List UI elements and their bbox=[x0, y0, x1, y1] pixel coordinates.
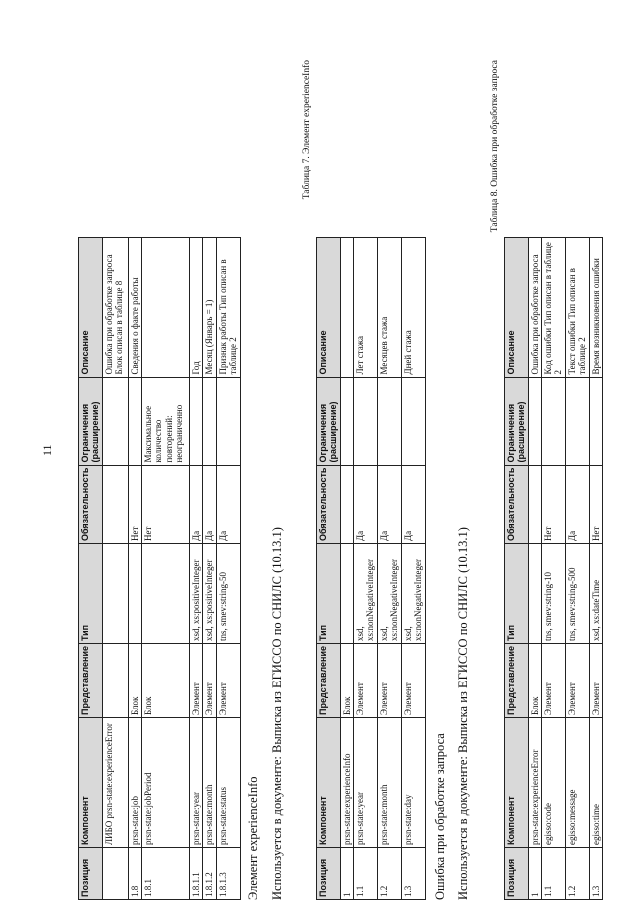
table-6-continuation bbox=[78, 237, 241, 900]
table-cell bbox=[528, 465, 541, 543]
table-row bbox=[203, 237, 216, 899]
table-cell: Да bbox=[402, 465, 426, 543]
table-cell: egisso:message bbox=[566, 718, 590, 848]
table-cell: Год bbox=[190, 237, 203, 377]
table-cell: Нет bbox=[542, 465, 566, 543]
table-cell: prsn-state:experienceError bbox=[528, 718, 541, 848]
table-row bbox=[528, 237, 541, 899]
table-row bbox=[354, 237, 378, 899]
table-cell: prsn-state:status bbox=[216, 718, 240, 848]
table-cell: Дней стажа bbox=[402, 237, 426, 377]
table-cell: prsn-state:year bbox=[354, 718, 378, 848]
table-cell: Да bbox=[190, 465, 203, 543]
table-cell: Блок bbox=[142, 644, 190, 718]
column-header: Позиция bbox=[317, 848, 341, 900]
table-cell: 1.3 bbox=[402, 848, 426, 900]
table-cell: 1 bbox=[528, 848, 541, 900]
column-header: Компонент bbox=[79, 718, 103, 848]
table-cell: 1.3 bbox=[590, 848, 603, 900]
table-cell: 1.8.1.1 bbox=[190, 848, 203, 900]
table-cell: xsd, xs:nonNegativeInteger bbox=[354, 544, 378, 644]
table-cell bbox=[216, 377, 240, 465]
table-cell: Месяц (Январь = 1) bbox=[203, 237, 216, 377]
table-cell bbox=[378, 377, 402, 465]
table-cell bbox=[142, 544, 190, 644]
table-cell bbox=[102, 848, 128, 900]
table-cell: Нет bbox=[590, 465, 603, 543]
table-cell: 1.8 bbox=[128, 848, 141, 900]
table-cell bbox=[542, 377, 566, 465]
table-cell: Элемент bbox=[378, 644, 402, 718]
table-row bbox=[102, 237, 128, 899]
table-cell: Блок bbox=[128, 644, 141, 718]
table-cell: 1 bbox=[340, 848, 353, 900]
column-header: Описание bbox=[317, 237, 341, 377]
table-cell: xsd, xs:positiveInteger bbox=[190, 544, 203, 644]
table-1 bbox=[78, 237, 241, 900]
table-cell: 1.8.1.2 bbox=[203, 848, 216, 900]
header-row bbox=[317, 237, 341, 899]
table-cell: prsn-state:job bbox=[128, 718, 141, 848]
rotated-content bbox=[78, 60, 608, 900]
error-heading: Ошибка при обработке запроса bbox=[433, 733, 447, 900]
table-cell: Нет bbox=[128, 465, 141, 543]
table-cell: prsn-state:year bbox=[190, 718, 203, 848]
table-cell bbox=[102, 644, 128, 718]
column-header: Компонент bbox=[317, 718, 341, 848]
column-header: Тип bbox=[317, 544, 341, 644]
table-cell: Элемент bbox=[354, 644, 378, 718]
table-cell: prsn-state:experienceInfo bbox=[340, 718, 353, 848]
page-number: 11 bbox=[40, 444, 54, 456]
table-row bbox=[190, 237, 203, 899]
table-cell: 1.1 bbox=[354, 848, 378, 900]
element-experienceinfo-heading: Элемент experienceInfo bbox=[246, 776, 260, 900]
table-cell: Сведения о факте работы bbox=[128, 237, 141, 377]
table-row bbox=[378, 237, 402, 899]
table-cell: Ошибка при обработке запроса bbox=[528, 237, 541, 377]
table-cell: Элемент bbox=[190, 644, 203, 718]
table-cell: Элемент bbox=[566, 644, 590, 718]
table-cell: Да bbox=[203, 465, 216, 543]
table-cell: Нет bbox=[142, 465, 190, 543]
table-cell: 1.8.1 bbox=[142, 848, 190, 900]
table-cell: prsn-state:month bbox=[203, 718, 216, 848]
table-cell: Элемент bbox=[203, 644, 216, 718]
table-row bbox=[216, 237, 240, 899]
column-header: Описание bbox=[79, 237, 103, 377]
table-cell bbox=[340, 544, 353, 644]
table-cell: egisso:time bbox=[590, 718, 603, 848]
table-8 bbox=[504, 237, 603, 900]
table-8-caption: Таблица 8. Ошибка при обработке запроса bbox=[490, 60, 500, 233]
table-cell: Месяцев стажа bbox=[378, 237, 402, 377]
table-3 bbox=[504, 237, 603, 900]
table-cell: Да bbox=[378, 465, 402, 543]
column-header: Представление bbox=[505, 644, 529, 718]
table-cell: tns, smev:string-500 bbox=[566, 544, 590, 644]
column-header: Ограничения (расширение) bbox=[505, 377, 529, 465]
table-cell: Элемент bbox=[402, 644, 426, 718]
table-cell: Элемент bbox=[542, 644, 566, 718]
table-cell: prsn-state:jobPeriod bbox=[142, 718, 190, 848]
table-cell: Элемент bbox=[590, 644, 603, 718]
table-7 bbox=[316, 237, 426, 900]
table-cell bbox=[128, 377, 141, 465]
table-cell: Код ошибки Тип описан в таблице 2 bbox=[542, 237, 566, 377]
table-cell: prsn-state:day bbox=[402, 718, 426, 848]
column-header: Представление bbox=[79, 644, 103, 718]
table-cell: ЛИБО prsn-state:experienceError bbox=[102, 718, 128, 848]
table-cell bbox=[102, 465, 128, 543]
usage-note-2: Используется в документе: Выписка из ЕГИССО по СНИЛС (10.13.1) bbox=[456, 527, 470, 900]
table-cell bbox=[203, 377, 216, 465]
table-cell bbox=[402, 377, 426, 465]
table-cell bbox=[142, 237, 190, 377]
column-header: Ограничения (расширение) bbox=[317, 377, 341, 465]
column-header: Описание bbox=[505, 237, 529, 377]
table-cell: 1.2 bbox=[378, 848, 402, 900]
table-cell: 1.1 bbox=[542, 848, 566, 900]
table-cell bbox=[340, 237, 353, 377]
table-cell bbox=[528, 544, 541, 644]
column-header: Обязательность bbox=[317, 465, 341, 543]
header-row bbox=[505, 237, 529, 899]
column-header: Представление bbox=[317, 644, 341, 718]
table-cell: Блок bbox=[528, 644, 541, 718]
column-header: Компонент bbox=[505, 718, 529, 848]
column-header: Тип bbox=[505, 544, 529, 644]
table-cell: Признак работы Тип описан в таблице 2 bbox=[216, 237, 240, 377]
column-header: Позиция bbox=[505, 848, 529, 900]
table-cell: Время возникновения ошибки bbox=[590, 237, 603, 377]
table-cell bbox=[102, 377, 128, 465]
table-row bbox=[566, 237, 590, 899]
table-row bbox=[402, 237, 426, 899]
table-cell bbox=[590, 377, 603, 465]
table-cell: xsd, xs:nonNegativeInteger bbox=[378, 544, 402, 644]
table-cell: Максимальное количество повторений: неограниченно bbox=[142, 377, 190, 465]
table-cell: Ошибка при обработке запроса Блок описан в таблице 8 bbox=[102, 237, 128, 377]
table-cell: Текст ошибки Тип описан в таблице 2 bbox=[566, 237, 590, 377]
table-cell: xsd, xs:nonNegativeInteger bbox=[402, 544, 426, 644]
table-row bbox=[340, 237, 353, 899]
table-cell bbox=[566, 377, 590, 465]
table-cell: 1.2 bbox=[566, 848, 590, 900]
table-cell: Лет стажа bbox=[354, 237, 378, 377]
table-cell bbox=[340, 377, 353, 465]
column-header: Обязательность bbox=[79, 465, 103, 543]
table-cell: tns, smev:string-50 bbox=[216, 544, 240, 644]
usage-note-1: Используется в документе: Выписка из ЕГИССО по СНИЛС (10.13.1) bbox=[270, 527, 284, 900]
table-cell: Да bbox=[354, 465, 378, 543]
table-cell bbox=[340, 465, 353, 543]
table-cell: Блок bbox=[340, 644, 353, 718]
table-cell bbox=[128, 544, 141, 644]
table-cell bbox=[102, 544, 128, 644]
table-cell bbox=[354, 377, 378, 465]
column-header: Тип bbox=[79, 544, 103, 644]
table-cell: tns, smev:string-10 bbox=[542, 544, 566, 644]
table-cell bbox=[190, 377, 203, 465]
header-row bbox=[79, 237, 103, 899]
table-7-caption: Таблица 7. Элемент experienceInfo bbox=[302, 60, 312, 200]
column-header: Обязательность bbox=[505, 465, 529, 543]
table-row bbox=[128, 237, 141, 899]
table-row bbox=[542, 237, 566, 899]
table-cell: egisso:code bbox=[542, 718, 566, 848]
table-cell: xsd, xs:dateTime bbox=[590, 544, 603, 644]
table-cell: prsn-state:month bbox=[378, 718, 402, 848]
table-cell bbox=[528, 377, 541, 465]
column-header: Ограничения (расширение) bbox=[79, 377, 103, 465]
table-cell: 1.8.1.3 bbox=[216, 848, 240, 900]
column-header: Позиция bbox=[79, 848, 103, 900]
table-2 bbox=[316, 237, 426, 900]
table-row bbox=[142, 237, 190, 899]
table-cell: xsd, xs:positiveInteger bbox=[203, 544, 216, 644]
table-cell: Элемент bbox=[216, 644, 240, 718]
table-cell: Да bbox=[566, 465, 590, 543]
table-row bbox=[590, 237, 603, 899]
table-cell: Да bbox=[216, 465, 240, 543]
